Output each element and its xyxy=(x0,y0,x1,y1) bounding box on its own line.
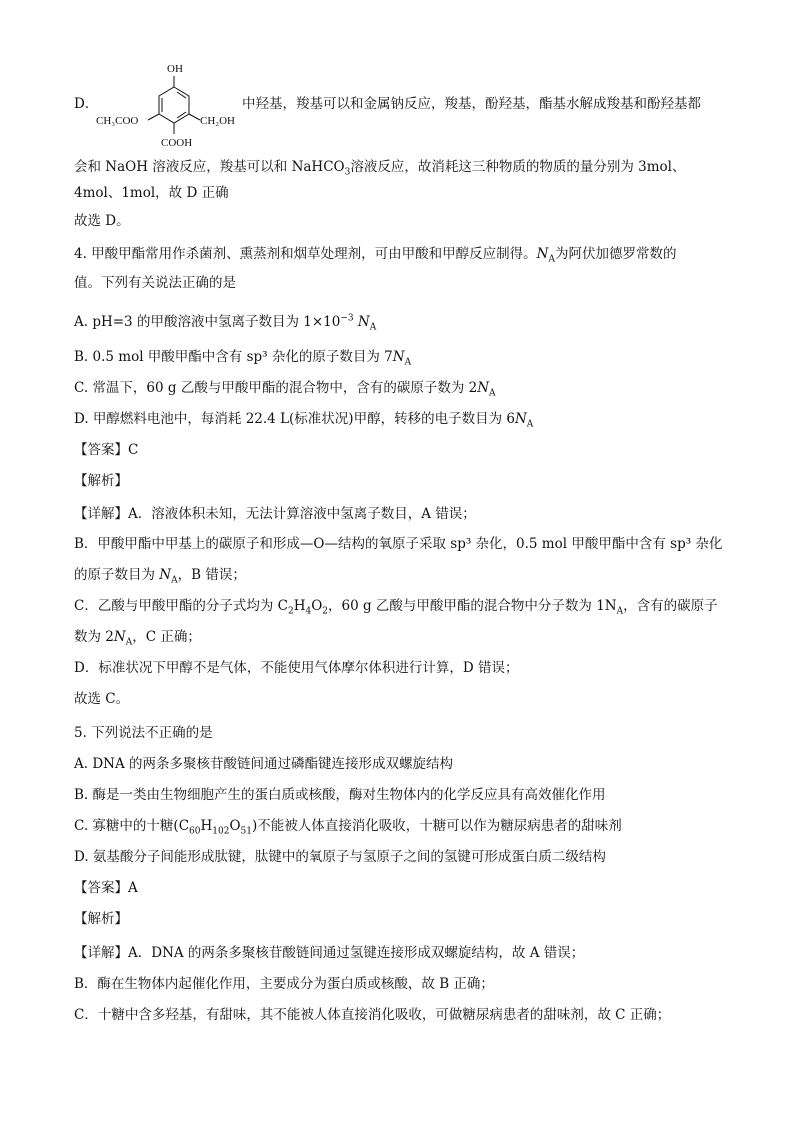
q4-conclusion: 故选 C。 xyxy=(74,691,130,707)
q5-option-a: A. DNA 的两条多聚核苷酸链间通过磷酯键连接形成双螺旋结构 xyxy=(74,756,454,772)
q3-option-d-text: 中羟基，羧基可以和金属钠反应，羧基，酚羟基，酯基水解成羧基和酚羟基都 xyxy=(242,96,701,112)
q4-stem-line1: 4. 甲酸甲酯常用作杀菌剂、熏蒸剂和烟草处理剂，可由甲酸和甲醇反应制得。$N_A$为阿伏加德罗常数的 xyxy=(74,246,677,265)
structure-label-ch2oh: CH₂OH xyxy=(200,115,236,127)
q4-detail-c-line2: 数为 $2N_A$，C 正确； xyxy=(74,629,201,648)
q5-detail-a: 【详解】A．DNA 的两条多聚核苷酸链间通过氢键连接形成双螺旋结构，故 A 错误； xyxy=(74,945,585,961)
q5-answer: 【答案】A xyxy=(74,880,138,896)
q3-conclusion: 故选 D。 xyxy=(74,213,130,229)
q5-option-b: B. 酶是一类由生物细胞产生的蛋白质或核酸，酶对生物体内的化学反应具有高效催化作用 xyxy=(74,787,606,803)
q4-detail-d: D．标准状况下甲醇不是气体，不能使用气体摩尔体积进行计算，D 错误； xyxy=(74,660,519,676)
molecular-structure xyxy=(88,60,248,152)
structure-label-cooh: COOH xyxy=(161,137,193,149)
structure-label-oh: OH xyxy=(167,63,183,75)
q4-answer: 【答案】C xyxy=(74,442,139,458)
q4-option-c: C. 常温下，60 g 乙酸与甲酸甲酯的混合物中，含有的碳原子数为 $2N_A$ xyxy=(74,380,496,399)
q4-detail-b-line1: B．甲酸甲酯中甲基上的碳原子和形成—O—结构的氧原子采取 sp³ 杂化，0.5 mol 甲酸甲酯中含有 sp³ 杂化 xyxy=(74,536,723,552)
q4-detail-c-line1: C．乙酸与甲酸甲酯的分子式均为 $C_2H_4O_2$，60 g 乙酸与甲酸甲酯的混合物中分子数为 $1N_A$，含有的碳原子 xyxy=(74,598,718,617)
q5-detail-b: B．酶在生物体内起催化作用，主要成分为蛋白质或核酸，故 B 正确； xyxy=(74,976,494,992)
q5-option-d: D. 氨基酸分子间能形成肽键，肽键中的氧原子与氢原子之间的氢键可形成蛋白质二级结构 xyxy=(74,849,606,865)
q3-line3: 4mol、1mol，故 D 正确 xyxy=(74,185,229,201)
q5-stem: 5. 下列说法不正确的是 xyxy=(74,725,213,741)
q4-option-a: A. pH=3 的甲酸溶液中氢离子数目为 $1\times 10^{-3}$ $N_A$ xyxy=(74,313,377,333)
q3-line2: 会和 NaOH 溶液反应，羧基可以和 NaHCO$_3$溶液反应，故消耗这三种物质的物质的量分别为 3mol、 xyxy=(74,159,686,178)
q4-detail-b-line2: 的原子数目为 $N_A$，B 错误； xyxy=(74,567,246,586)
q5-analysis-tag: 【解析】 xyxy=(74,911,128,927)
q4-option-b: B. 0.5 mol 甲酸甲酯中含有 sp³ 杂化的原子数目为 $7N_A$ xyxy=(74,349,412,368)
q4-stem-line2: 值。下列有关说法正确的是 xyxy=(74,275,236,291)
structure-label-ester: CH₃COO xyxy=(96,115,139,127)
q5-detail-c: C．十糖中含多羟基，有甜味，其不能被人体直接消化吸收，可做糖尿病患者的甜味剂，故 C 正确； xyxy=(74,1007,671,1023)
q4-analysis-tag: 【解析】 xyxy=(74,473,128,489)
q4-detail-a: 【详解】A．溶液体积未知，无法计算溶液中氢离子数目，A 错误； xyxy=(74,506,476,522)
q3-option-d-prefix: D． xyxy=(74,96,99,112)
q4-option-d: D. 甲醇燃料电池中，每消耗 22.4 L(标准状况)甲醇，转移的电子数目为 $6N_A$ xyxy=(74,411,534,430)
q5-option-c: C. 寡糖中的十糖$(C_{60}H_{102}O_{51})$不能被人体直接消化吸收，十糖可以作为糖尿病患者的甜味剂 xyxy=(74,818,622,837)
